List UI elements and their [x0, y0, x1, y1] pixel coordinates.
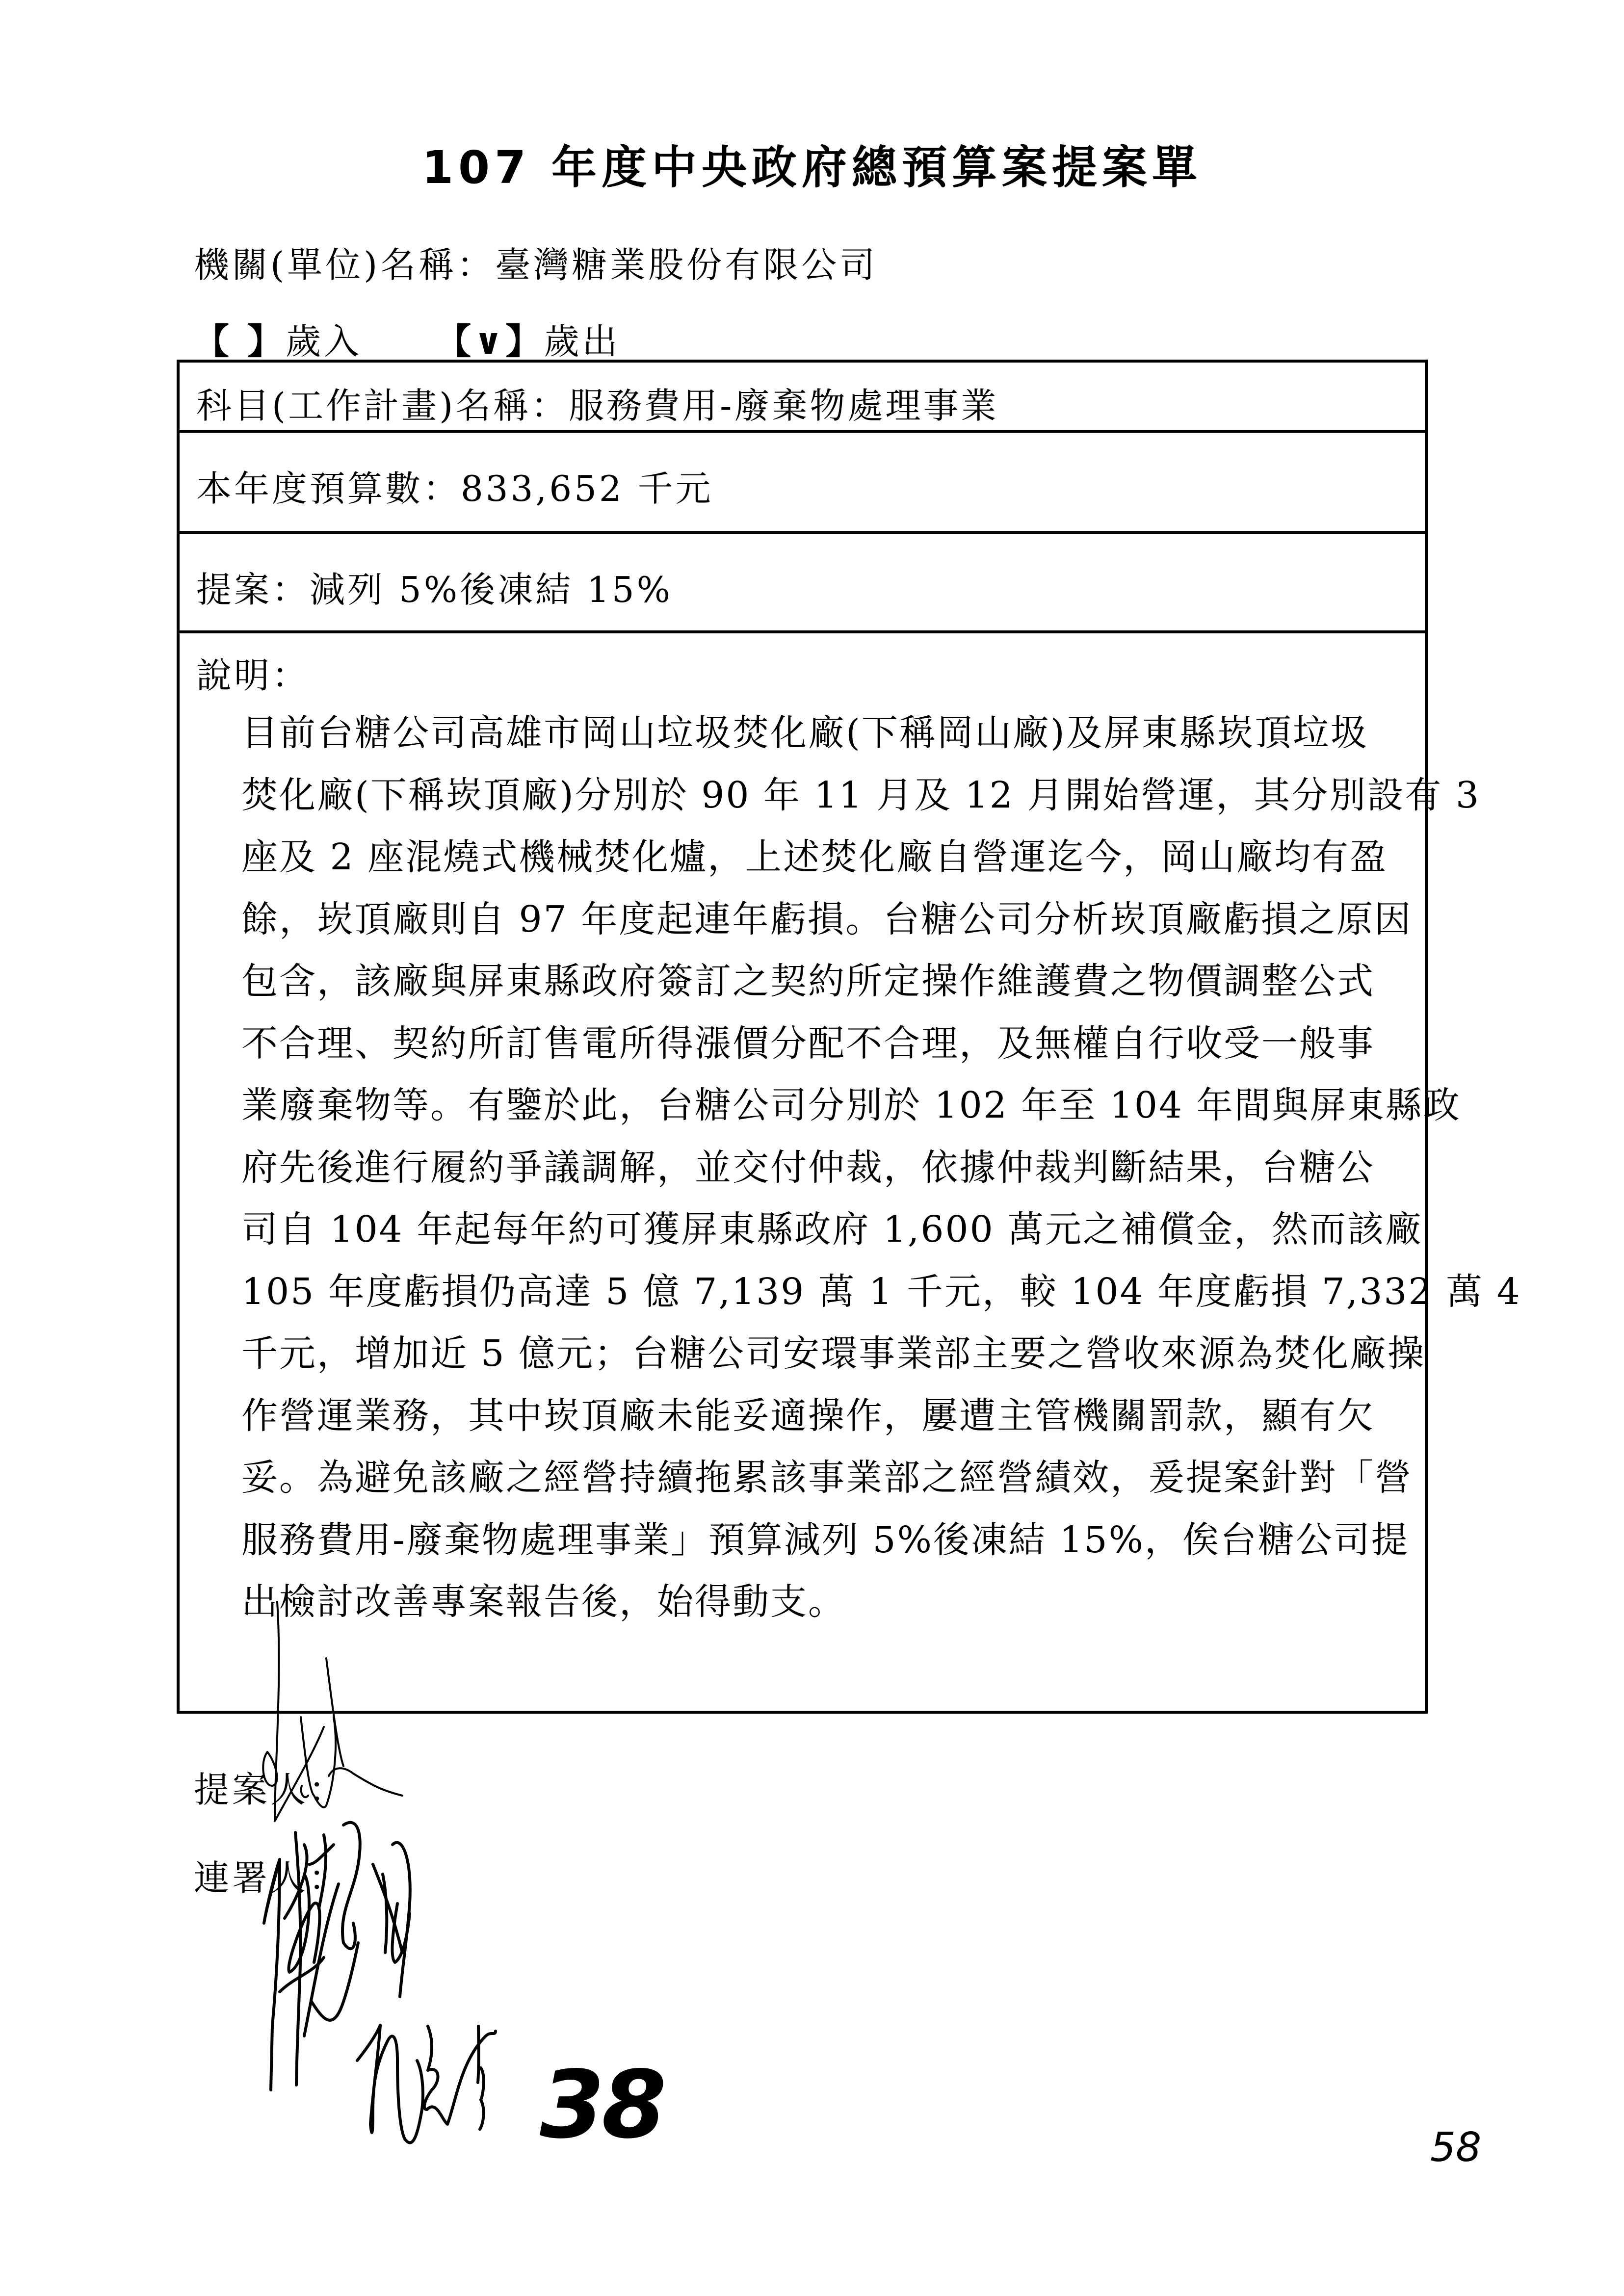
- proposal-row: [180, 534, 1425, 633]
- organization-label: 機關(單位)名稱：: [194, 244, 496, 286]
- description-line: 105 年度虧損仍高達 5 億 7,139 萬 1 千元，較 104 年度虧損 7,332 萬 4: [241, 1270, 1521, 1313]
- organization-line: [194, 236, 878, 287]
- description-line: 出檢討改善專案報告後，始得動支。: [241, 1581, 846, 1623]
- budget-amount-row: [180, 433, 1425, 534]
- proposal-text: 提案：減列 5%後凍結 15%: [196, 569, 673, 610]
- page-title: 107 年度中央政府總預算案提案單: [421, 141, 1203, 194]
- organization-name: 臺灣糖業股份有限公司: [495, 244, 878, 286]
- description-line: 焚化廠(下稱崁頂廠)分別於 90 年 11 月及 12 月開始營運，其分別設有 3: [241, 774, 1480, 816]
- description-line: 座及 2 座混燒式機械焚化爐，上述焚化廠自營運迄今，岡山廠均有盈: [241, 836, 1388, 878]
- description-line: 作營運業務，其中崁頂廠未能妥適操作，屢遭主管機關罰款，顯有欠: [241, 1394, 1375, 1437]
- proposer-label: 提案人：: [194, 1769, 347, 1810]
- proposal-number: 38: [540, 2051, 664, 2159]
- description-line: 府先後進行履約爭議調解，並交付仲裁，依據仲裁判斷結果，台糖公: [241, 1146, 1375, 1189]
- proposal-table: [177, 360, 1521, 1714]
- budget-amount: 本年度預算數：833,652 千元: [196, 468, 713, 509]
- description-body: [241, 711, 1521, 1642]
- expenditure-checkbox[interactable]: 【∨】: [436, 320, 544, 362]
- description-line: 餘，崁頂廠則自 97 年度起連年虧損。台糖公司分析崁頂廠虧損之原因: [241, 898, 1413, 940]
- description-line: 服務費用-廢棄物處理事業」預算減列 5%後凍結 15%，俟台糖公司提: [241, 1518, 1409, 1561]
- description-label: 說明：: [196, 655, 310, 696]
- revenue-label: 歲入: [286, 321, 363, 362]
- description-line: 不合理、契約所訂售電所得漲價分配不合理，及無權自行收受一般事: [241, 1022, 1375, 1065]
- description-line: 千元，增加近 5 億元；台糖公司安環事業部主要之營收來源為焚化廠操: [241, 1332, 1426, 1375]
- cosigner-label: 連署人：: [194, 1857, 347, 1899]
- description-line: 妥。為避免該廠之經營持續拖累該事業部之經營績效，爰提案針對「營: [241, 1457, 1413, 1499]
- description-line: 業廢棄物等。有鑒於此，台糖公司分別於 102 年至 104 年間與屏東縣政: [241, 1084, 1461, 1126]
- expenditure-label: 歲出: [544, 321, 621, 362]
- item-name-row: [180, 363, 1425, 433]
- budget-type-selector: [194, 313, 621, 364]
- page-number: 58: [1430, 2124, 1482, 2171]
- description-line: 目前台糖公司高雄市岡山垃圾焚化廠(下稱岡山廠)及屏東縣崁頂垃圾: [241, 712, 1368, 754]
- description-line: 包含，該廠與屏東縣政府簽訂之契約所定操作維護費之物價調整公式: [241, 960, 1375, 1002]
- revenue-checkbox[interactable]: 【 】: [194, 320, 286, 362]
- item-name: 科目(工作計畫)名稱：服務費用-廢棄物處理事業: [196, 385, 999, 426]
- description-line: 司自 104 年起每年約可獲屏東縣政府 1,600 萬元之補償金，然而該廠: [241, 1208, 1423, 1251]
